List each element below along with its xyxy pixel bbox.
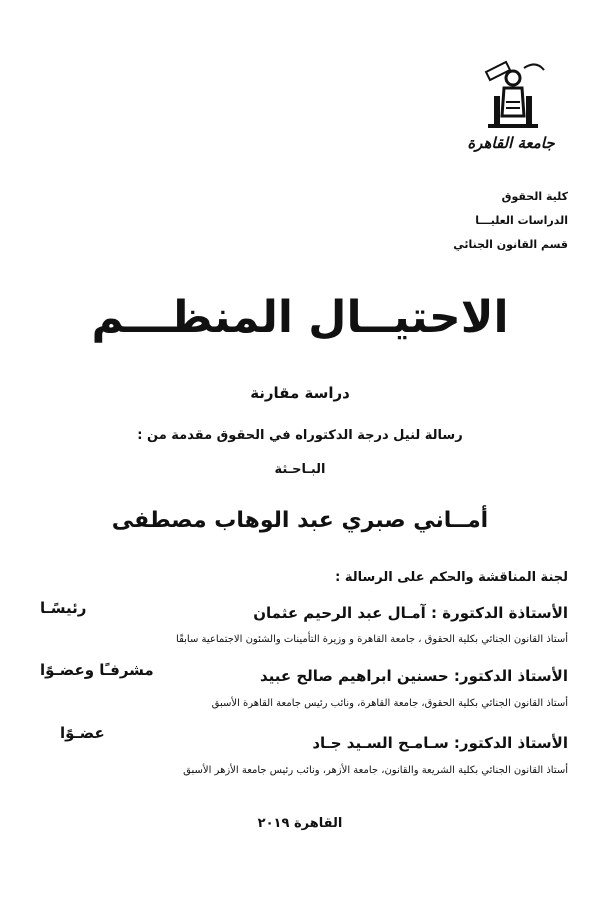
committee-member-name: الأستاذ الدكتور: حسنين ابراهيم صالح عبيد [259,667,568,685]
researcher-label: البـاحـثة [274,462,326,477]
university-logo [466,58,556,168]
committee-member-role: رئيسًـا [40,599,87,617]
committee-member-description: أستاذ القانون الجنائي بكلية الحقوق ، جامعة القاهرة و وزيرة التأمينات والشئون الاجتماعية سابقًا [176,634,568,645]
postgraduate-studies: الدراسات العليـــا [475,214,568,227]
committee-member-name: الأستاذة الدكتورة : آمـال عبد الرحيم عثمان [253,604,568,622]
faculty-name: كلية الحقوق [501,190,568,203]
committee-member-description: أستاذ القانون الجنائي بكلية الشريعة والقانون، جامعة الأزهر، ونائب رئيس جامعة الأزهر الأسبق [183,765,568,776]
committee-member-name: الأستاذ الدكتور: سـامـح السـيد جـاد [312,734,568,752]
department-name: قسم القانون الجنائي [453,238,568,251]
logo-lettering: جامعة القاهرة [467,134,555,152]
thesis-subtitle: دراسة مقارنة [250,384,350,402]
scholar-emblem-icon [466,58,556,138]
degree-statement: رسالة لنيل درجة الدكتوراه في الحقوق مقدمة من : [137,428,463,443]
place-and-year: القاهرة ٢٠١٩ [257,816,343,831]
researcher-name: أمــاني صبري عبد الوهاب مصطفى [111,508,489,533]
committee-heading: لجنة المناقشة والحكم على الرسالة : [335,570,568,585]
committee-member-role: مشرفـًا وعضـوًا [40,661,154,679]
committee-member-description: أستاذ القانون الجنائي بكلية الحقوق، جامعة القاهرة، ونائب رئيس جامعة القاهرة الأسبق [211,698,568,709]
thesis-title: الاحتيــال المنظـــم [91,292,509,343]
committee-member-role: عضـوًا [60,724,105,742]
